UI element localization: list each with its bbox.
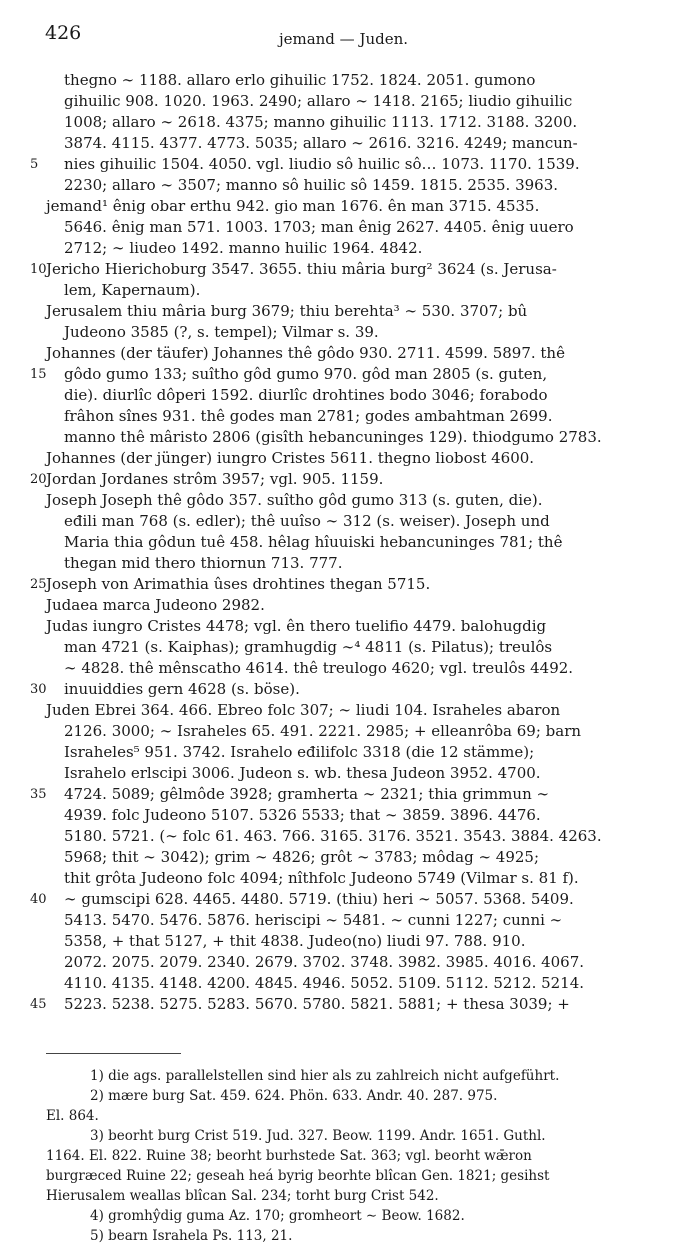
line-text: gôdo gumo 133; suîtho gôd gumo 970. gôd man 2805 (s. guten,	[64, 365, 548, 383]
footnote-line	[0, 1206, 687, 1226]
text-line	[0, 238, 687, 259]
text-line	[0, 553, 687, 574]
line-text: 2230; allaro ∼ 3507; manno sô huilic sô 1459. 1815. 2535. 3963.	[64, 176, 559, 194]
footnote-line	[0, 1166, 687, 1186]
line-text: 5413. 5470. 5476. 5876. heriscipi ∼ 5481. ∼ cunni 1227; cunni ∼	[64, 911, 563, 929]
text-line	[0, 763, 687, 784]
line-text: ∼ gumscipi 628. 4465. 4480. 5719. (thiu) heri ∼ 5057. 5368. 5409.	[64, 890, 574, 908]
line-number: 20	[30, 472, 47, 487]
text-line	[0, 616, 687, 637]
text-line	[0, 301, 687, 322]
text-line	[0, 280, 687, 301]
line-text: 4724. 5089; gêlmôde 3928; gramherta ∼ 2321; thia grimmun ∼	[64, 785, 550, 803]
line-text: 5180. 5721. (∼ folc 61. 463. 766. 3165. 3176. 3521. 3543. 3884. 4263.	[64, 827, 602, 845]
footnote-text: 2) mære burg Sat. 459. 624. Phön. 633. Andr. 40. 287. 975.	[90, 1088, 498, 1104]
text-line	[0, 994, 687, 1015]
line-text: Joseph von Arimathia ûses drohtines thegan 5715.	[46, 575, 431, 593]
footnote-text: El. 864.	[46, 1108, 99, 1124]
text-line	[0, 133, 687, 154]
line-text: 5223. 5238. 5275. 5283. 5670. 5780. 5821. 5881; + thesa 3039; +	[64, 995, 570, 1013]
text-line	[0, 952, 687, 973]
text-line	[0, 91, 687, 112]
footnote-line	[0, 1186, 687, 1206]
text-line	[0, 217, 687, 238]
line-text: nies gihuilic 1504. 4050. vgl. liudio sô huilic sô… 1073. 1170. 1539.	[64, 155, 580, 173]
footnote-divider	[46, 1053, 181, 1054]
line-text: Judeono 3585 (?, s. tempel); Vilmar s. 39.	[64, 323, 379, 341]
footnote-line	[0, 1106, 687, 1126]
line-text: Joseph Joseph thê gôdo 357. suîtho gôd gumo 313 (s. guten, die).	[46, 491, 543, 509]
text-line	[0, 532, 687, 553]
line-text: Johannes (der täufer) Johannes thê gôdo 930. 2711. 4599. 5897. thê	[46, 344, 565, 362]
footnote-text: 4) gromhŷdig guma Az. 170; gromheort ∼ Beow. 1682.	[90, 1208, 465, 1224]
line-number: 45	[30, 997, 47, 1012]
line-text: inuuiddies gern 4628 (s. böse).	[64, 680, 300, 698]
line-text: 1008; allaro ∼ 2618. 4375; manno gihuilic 1113. 1712. 3188. 3200.	[64, 113, 578, 131]
line-text: 3874. 4115. 4377. 4773. 5035; allaro ∼ 2616. 3216. 4249; mancun-	[64, 134, 578, 152]
line-text: man 4721 (s. Kaiphas); gramhugdig ∼⁴ 4811 (s. Pilatus); treulôs	[64, 638, 553, 656]
line-text: Jerusalem thiu mâria burg 3679; thiu berehta³ ∼ 530. 3707; bû	[46, 302, 528, 320]
text-line	[0, 322, 687, 343]
line-text: thegan mid thero thiornun 713. 777.	[64, 554, 343, 572]
line-text: Judaea marca Judeono 2982.	[46, 596, 265, 614]
text-line	[0, 364, 687, 385]
text-line	[0, 154, 687, 175]
text-line	[0, 112, 687, 133]
footnote-text: 5) bearn Israhela Ps. 113, 21.	[90, 1228, 293, 1244]
line-text: thegno ∼ 1188. allaro erlo gihuilic 1752. 1824. 2051. gumono	[64, 71, 536, 89]
footnote-line	[0, 1066, 687, 1086]
text-line	[0, 784, 687, 805]
footnote-text: 1) die ags. parallelstellen sind hier als zu zahlreich nicht aufgeführt.	[90, 1068, 560, 1084]
line-text: 2072. 2075. 2079. 2340. 2679. 3702. 3748. 3982. 3985. 4016. 4067.	[64, 953, 585, 971]
text-line	[0, 637, 687, 658]
text-line	[0, 721, 687, 742]
text-line	[0, 658, 687, 679]
text-line	[0, 70, 687, 91]
footnote-line	[0, 1226, 687, 1246]
text-line	[0, 595, 687, 616]
line-number: 35	[30, 787, 47, 802]
line-text: lem, Kapernaum).	[64, 281, 201, 299]
text-line	[0, 889, 687, 910]
line-text: frâhon sînes 931. thê godes man 2781; godes ambahtman 2699.	[64, 407, 553, 425]
line-number: 15	[30, 367, 47, 382]
footnote-line	[0, 1146, 687, 1166]
text-line	[0, 196, 687, 217]
line-text: ∼ 4828. thê mênscatho 4614. thê treulogo 4620; vgl. treulôs 4492.	[64, 659, 574, 677]
text-line	[0, 448, 687, 469]
footnote-line	[0, 1126, 687, 1146]
line-text: 4110. 4135. 4148. 4200. 4845. 4946. 5052. 5109. 5112. 5212. 5214.	[64, 974, 585, 992]
line-text: 2126. 3000; ∼ Israheles 65. 491. 2221. 2985; + elleanrôba 69; barn	[64, 722, 582, 740]
text-line	[0, 385, 687, 406]
text-line	[0, 469, 687, 490]
text-line	[0, 910, 687, 931]
line-text: Jericho Hierichoburg 3547. 3655. thiu mâria burg² 3624 (s. Jerusa-	[46, 260, 557, 278]
line-text: 2712; ∼ liudeo 1492. manno huilic 1964. 4842.	[64, 239, 423, 257]
running-title: jemand — Juden.	[278, 30, 409, 48]
page-number: 426	[45, 22, 82, 44]
line-text: eđili man 768 (s. edler); thê uuîso ∼ 312 (s. weiser). Joseph und	[64, 512, 550, 530]
footnote-text: 3) beorht burg Crist 519. Jud. 327. Beow. 1199. Andr. 1651. Guthl.	[90, 1128, 546, 1144]
text-line	[0, 973, 687, 994]
line-text: Juden Ebrei 364. 466. Ebreo folc 307; ∼ liudi 104. Israheles abaron	[46, 701, 561, 719]
line-text: 5968; thit ∼ 3042); grim ∼ 4826; grôt ∼ 3783; môdag ∼ 4925;	[64, 848, 540, 866]
text-line	[0, 259, 687, 280]
line-text: manno thê mâristo 2806 (gisîth hebancuninges 129). thiodgumo 2783.	[64, 428, 602, 446]
footnote-text: 1164. El. 822. Ruine 38; beorht burhstede Sat. 363; vgl. beorht wǣron	[46, 1148, 532, 1164]
line-text: Maria thia gôdun tuê 458. hêlag hîuuiski hebancuninges 781; thê	[64, 533, 563, 551]
line-text: Israheles⁵ 951. 3742. Israhelo eđilifolc 3318 (die 12 stämme);	[64, 743, 535, 761]
line-number: 5	[30, 157, 39, 172]
text-line	[0, 343, 687, 364]
line-text: Johannes (der jünger) iungro Cristes 5611. thegno liobost 4600.	[46, 449, 535, 467]
line-text: 4939. folc Judeono 5107. 5326 5533; that ∼ 3859. 3896. 4476.	[64, 806, 541, 824]
line-text: Israhelo erlscipi 3006. Judeon s. wb. thesa Judeon 3952. 4700.	[64, 764, 541, 782]
line-text: 5646. ênig man 571. 1003. 1703; man ênig 2627. 4405. ênig uuero	[64, 218, 574, 236]
text-line	[0, 700, 687, 721]
line-number: 30	[30, 682, 47, 697]
page-header	[0, 0, 687, 60]
text-line	[0, 931, 687, 952]
line-text: Judas iungro Cristes 4478; vgl. ên thero tuelifio 4479. balohugdig	[46, 617, 547, 635]
line-number: 10	[30, 262, 47, 277]
line-number: 40	[30, 892, 47, 907]
text-line	[0, 175, 687, 196]
text-line	[0, 574, 687, 595]
line-number: 25	[30, 577, 47, 592]
text-line	[0, 406, 687, 427]
text-line	[0, 826, 687, 847]
line-text: jemand¹ ênig obar erthu 942. gio man 1676. ên man 3715. 4535.	[46, 197, 540, 215]
text-line	[0, 427, 687, 448]
text-line	[0, 742, 687, 763]
line-text: die). diurlîc dôperi 1592. diurlîc drohtines bodo 3046; forabodo	[64, 386, 548, 404]
text-line	[0, 868, 687, 889]
footnote-text: burgræced Ruine 22; geseah heá byrig beorhte blîcan Gen. 1821; gesihst	[46, 1168, 550, 1184]
footnote-line	[0, 1086, 687, 1106]
line-text: Jordan Jordanes strôm 3957; vgl. 905. 1159.	[46, 470, 384, 488]
line-text: thit grôta Judeono folc 4094; nîthfolc Judeono 5749 (Vilmar s. 81 f).	[64, 869, 579, 887]
text-line	[0, 490, 687, 511]
footnote-text: Hierusalem weallas blîcan Sal. 234; torht burg Crist 542.	[46, 1188, 439, 1204]
line-text: gihuilic 908. 1020. 1963. 2490; allaro ∼ 1418. 2165; liudio gihuilic	[64, 92, 573, 110]
text-line	[0, 679, 687, 700]
line-text: 5358, + that 5127, + thit 4838. Judeo(no) liudi 97. 788. 910.	[64, 932, 526, 950]
text-line	[0, 511, 687, 532]
text-line	[0, 847, 687, 868]
text-line	[0, 805, 687, 826]
